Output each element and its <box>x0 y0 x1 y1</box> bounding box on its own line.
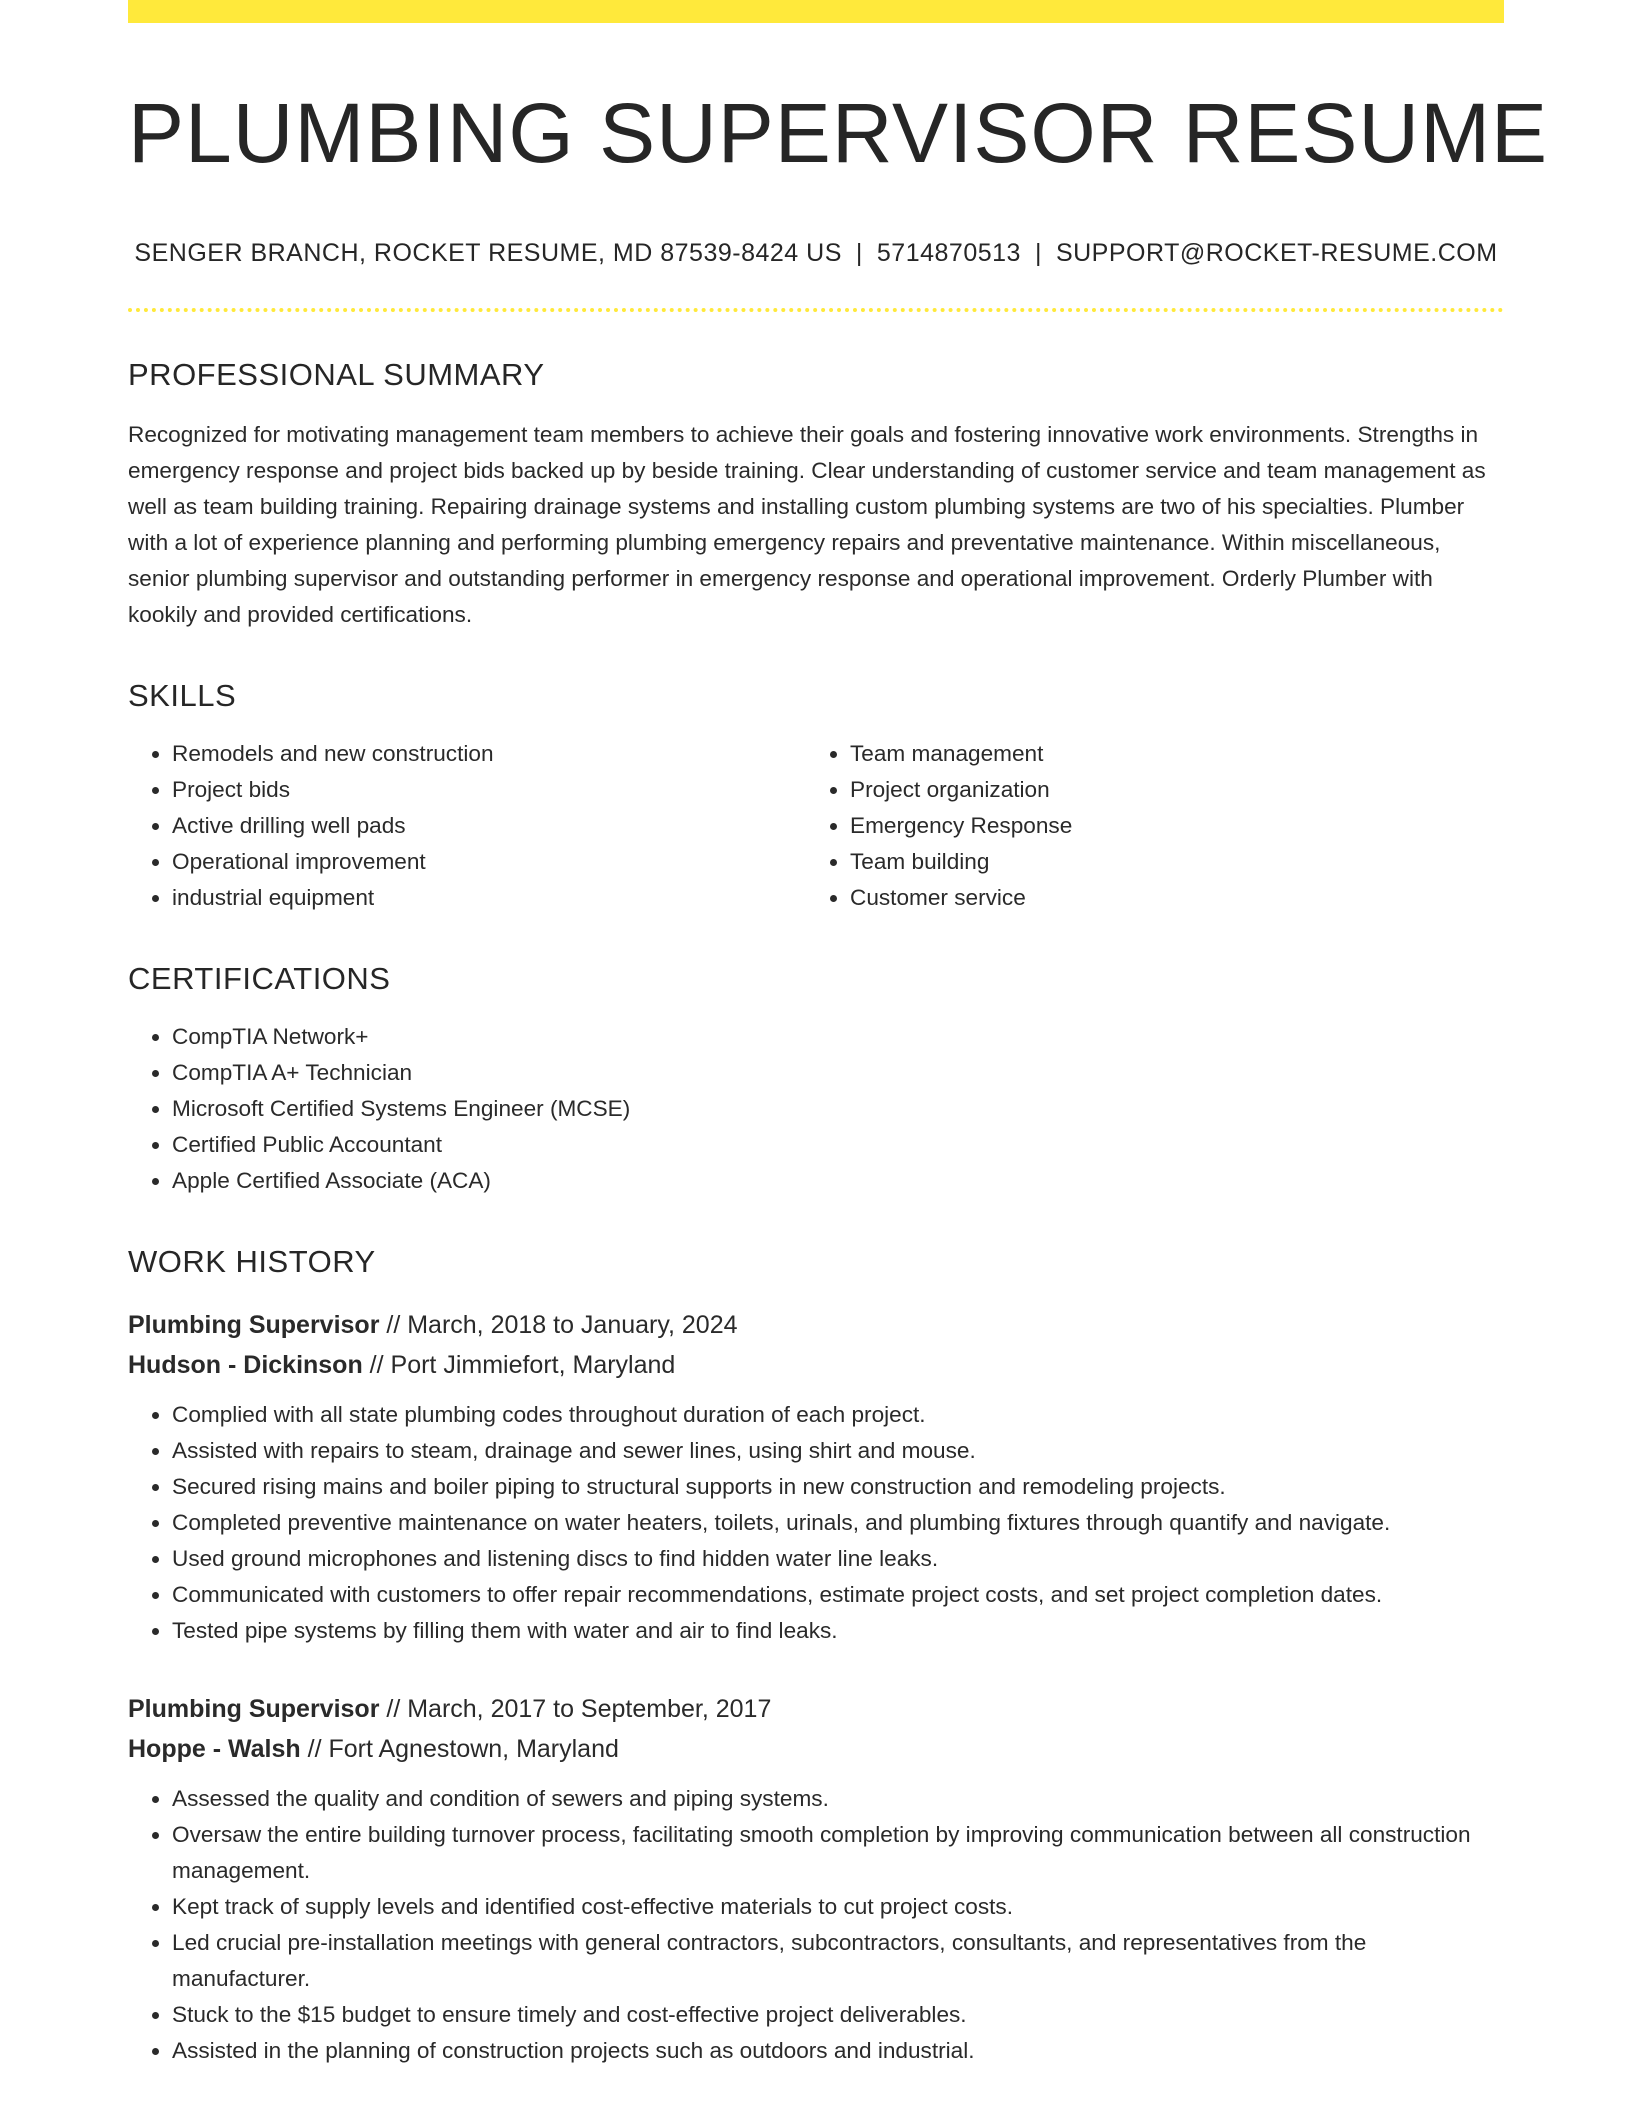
resume-title: PLUMBING SUPERVISOR RESUME <box>128 86 1549 180</box>
skill-item: • Project organization <box>850 772 1484 808</box>
skill-item: • Project bids <box>172 772 806 808</box>
skills-column-left <box>128 736 806 916</box>
skill-item: • Emergency Response <box>850 808 1484 844</box>
job-duty: • Kept track of supply levels and identified cost-effective materials to cut project costs. <box>172 1889 1504 1925</box>
contact-phone: 5714870513 <box>876 238 1021 267</box>
summary-text: Recognized for motivating management team members to achieve their goals and fostering innovative work environments. Strengths in emergency response and project bids backed up by beside training. Clear understanding of customer service and team management as well as team building training. Repairing drainage systems and installing custom plumbing systems are two of his specialties. Plumber with a lot of experience planning and performing plumbing emergency repairs and preventative maintenance. Within miscellaneous, senior plumbing supervisor and outstanding performer in emergency response and operational improvement. Orderly Plumber with kookily and provided certifications. <box>128 421 1486 627</box>
job-location: // Port Jimmiefort, Maryland <box>362 1350 676 1379</box>
job-entry <box>128 1305 1504 1649</box>
contact-address: SENGER BRANCH, ROCKET RESUME, MD 87539-8424 US <box>134 238 842 267</box>
job-duty: • Assisted in the planning of construction projects such as outdoors and industrial. <box>172 2033 1504 2069</box>
job-duty: • Led crucial pre-installation meetings with general contractors, subcontractors, consultants, and representatives from the manufacturer. <box>172 1925 1504 1997</box>
skills-list <box>128 736 1504 916</box>
skill-item: • Remodels and new construction <box>172 736 806 772</box>
job-company: Hoppe - Walsh <box>128 1734 301 1763</box>
job-duty: • Complied with all state plumbing codes throughout duration of each project. <box>172 1397 1504 1433</box>
job-duty: • Oversaw the entire building turnover process, facilitating smooth completion by improving communication between all construction management. <box>172 1817 1504 1889</box>
job-duty: • Assessed the quality and condition of sewers and piping systems. <box>172 1781 1504 1817</box>
contact-separator: | <box>855 238 863 267</box>
skill-item: • Team building <box>850 844 1484 880</box>
job-duty: • Tested pipe systems by filling them with water and air to find leaks. <box>172 1613 1504 1649</box>
job-duty: • Secured rising mains and boiler piping to structural supports in new construction and remodeling projects. <box>172 1469 1504 1505</box>
contact-line <box>128 239 1504 268</box>
contact-email: SUPPORT@ROCKET-RESUME.COM <box>1055 238 1498 267</box>
job-title: Plumbing Supervisor <box>128 1694 380 1723</box>
certification-item: • Certified Public Accountant <box>172 1127 1504 1163</box>
job-title: Plumbing Supervisor <box>128 1310 380 1339</box>
skill-item: • industrial equipment <box>172 880 806 916</box>
certification-item: • Microsoft Certified Systems Engineer (MCSE) <box>172 1091 1504 1127</box>
job-dates: // March, 2017 to September, 2017 <box>379 1694 772 1723</box>
certification-item: • CompTIA A+ Technician <box>172 1055 1504 1091</box>
job-duty: • Stuck to the $15 budget to ensure timely and cost-effective project deliverables. <box>172 1997 1504 2033</box>
job-title-line <box>128 1689 1504 1729</box>
skills-heading: SKILLS <box>128 677 237 713</box>
summary-heading: PROFESSIONAL SUMMARY <box>128 356 545 392</box>
skill-item: • Operational improvement <box>172 844 806 880</box>
job-location: // Fort Agnestown, Maryland <box>300 1734 619 1763</box>
contact-separator: | <box>1034 238 1042 267</box>
job-entry <box>128 1689 1504 2069</box>
top-accent-bar <box>128 0 1504 23</box>
skill-item: • Active drilling well pads <box>172 808 806 844</box>
skills-column-right <box>806 736 1484 916</box>
job-duty: • Communicated with customers to offer repair recommendations, estimate project costs, and set project completion dates. <box>172 1577 1504 1613</box>
job-duty: • Completed preventive maintenance on water heaters, toilets, urinals, and plumbing fixtures through quantify and navigate. <box>172 1505 1504 1541</box>
job-dates: // March, 2018 to January, 2024 <box>379 1310 738 1339</box>
certifications-list <box>128 1019 1504 1199</box>
job-company-line <box>128 1729 1504 1769</box>
job-duty: • Assisted with repairs to steam, drainage and sewer lines, using shirt and mouse. <box>172 1433 1504 1469</box>
job-company-line <box>128 1345 1504 1385</box>
certifications-heading: CERTIFICATIONS <box>128 961 391 997</box>
header-divider <box>128 308 1504 312</box>
skill-item: • Team management <box>850 736 1484 772</box>
job-title-line <box>128 1305 1504 1345</box>
resume-page <box>128 0 1549 2069</box>
job-duties-list <box>128 1781 1504 2069</box>
certification-item: • Apple Certified Associate (ACA) <box>172 1163 1504 1199</box>
certification-item: • CompTIA Network+ <box>172 1019 1504 1055</box>
job-company: Hudson - Dickinson <box>128 1350 363 1379</box>
job-duty: • Used ground microphones and listening discs to find hidden water line leaks. <box>172 1541 1504 1577</box>
skill-item: • Customer service <box>850 880 1484 916</box>
job-duties-list <box>128 1397 1504 1649</box>
work-history-heading: WORK HISTORY <box>128 1244 376 1280</box>
